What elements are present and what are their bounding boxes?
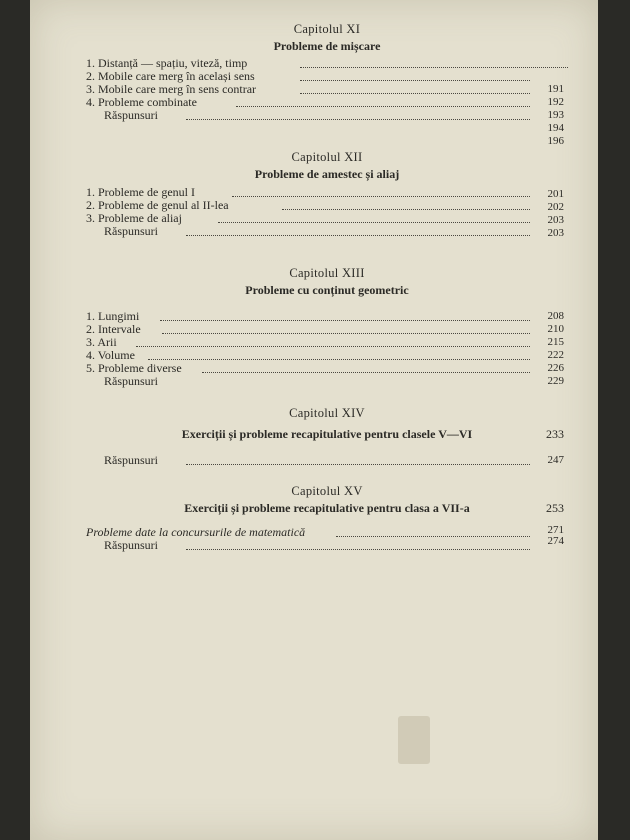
entry-label: Răspunsuri [104, 108, 158, 122]
entry-label: Probleme date la concursurile de matematică [86, 525, 306, 539]
entry-label: Răspunsuri [104, 538, 158, 552]
page-number: 192 [547, 96, 564, 108]
dot-leader [218, 222, 530, 223]
chapter-xv [86, 484, 568, 552]
toc-entry [86, 323, 568, 336]
page-number: 253 [546, 501, 564, 515]
chapter-title: Capitolul XIV [289, 406, 365, 420]
dot-leader [186, 235, 530, 236]
entry-label: Răspunsuri [104, 224, 158, 238]
entry-label: 3. Probleme de aliaj [86, 211, 182, 225]
dot-leader [148, 359, 530, 360]
page-number: 247 [547, 454, 564, 466]
page-number: 193 [547, 109, 564, 121]
dot-leader [162, 333, 530, 334]
page-number: 203 [547, 214, 564, 226]
toc-entry [86, 526, 568, 539]
page-number: 191 [547, 83, 564, 95]
chapter-xi [86, 22, 568, 147]
page-number: 233 [546, 427, 564, 441]
dot-leader [300, 80, 530, 81]
chapter-subtitle: Probleme de amestec și aliaj [254, 167, 400, 181]
library-stamp-mark [398, 716, 430, 764]
dot-leader [186, 119, 530, 120]
page-number: 229 [547, 375, 564, 387]
page-number: 203 [547, 227, 564, 239]
toc-entry [86, 375, 568, 388]
entry-label: Răspunsuri [104, 453, 158, 467]
toc-entry [86, 539, 568, 552]
page-number: 215 [547, 336, 564, 348]
entry-label: 5. Probleme diverse [86, 361, 182, 375]
chapter-subtitle: Exerciții și probleme recapitulative pentru clasa a VII-a [184, 501, 470, 515]
page-number: 194 [547, 122, 564, 134]
entry-label: 2. Mobile care merg în același sens [86, 69, 255, 83]
chapter-xiv [86, 406, 568, 467]
dot-leader [186, 549, 530, 550]
page-number: 271 [547, 524, 564, 536]
chapter-title: Capitolul XIII [289, 266, 365, 280]
page-number: 202 [547, 201, 564, 213]
dot-leader [202, 372, 530, 373]
dot-leader [186, 464, 530, 465]
toc-entry [86, 212, 568, 225]
entry-label: 3. Mobile care merg în sens contrar [86, 82, 257, 96]
dot-leader [232, 196, 530, 197]
entry-label: 1. Lungimi [86, 309, 140, 323]
page-number: 196 [547, 135, 564, 147]
toc-entry [86, 310, 568, 323]
entry-label: 1. Distanță — spațiu, viteză, timp [86, 56, 248, 70]
page-number: 274 [547, 535, 564, 547]
dot-leader [336, 536, 530, 537]
toc-entry [86, 454, 568, 467]
entry-label: 2. Probleme de genul al II-lea [86, 198, 229, 212]
page-number: 201 [547, 188, 564, 200]
entry-label: 3. Arii [86, 335, 117, 349]
chapter-title: Capitolul XI [293, 22, 361, 36]
toc-entry [86, 225, 568, 238]
page-number: 210 [547, 323, 564, 335]
dot-leader [160, 320, 530, 321]
toc-entry [86, 96, 568, 109]
entry-label: 1. Probleme de genul I [86, 185, 195, 199]
entry-label: 4. Probleme combinate [86, 95, 197, 109]
chapter-xiii [86, 266, 568, 388]
dot-leader [300, 93, 530, 94]
toc-entry [86, 362, 568, 375]
entry-label: Răspunsuri [104, 374, 158, 388]
toc-entry [86, 109, 568, 122]
page-number: 222 [547, 349, 564, 361]
entry-label: 2. Intervale [86, 322, 141, 336]
chapter-subtitle: Probleme cu conținut geometric [245, 283, 409, 297]
dot-leader [236, 106, 530, 107]
dot-leader [136, 346, 530, 347]
page-number: 226 [547, 362, 564, 374]
chapter-xii [86, 150, 568, 238]
chapter-title: Capitolul XV [291, 484, 363, 498]
book-page [30, 0, 598, 840]
dot-leader [282, 209, 530, 210]
entry-label: 4. Volume [86, 348, 135, 362]
chapter-subtitle: Exerciții și probleme recapitulative pentru clasele V—VI [181, 427, 473, 441]
dot-leader [300, 67, 568, 68]
chapter-subtitle: Probleme de mișcare [273, 39, 381, 53]
page-number: 208 [547, 310, 564, 322]
chapter-title: Capitolul XII [291, 150, 363, 164]
toc-entry [86, 336, 568, 349]
